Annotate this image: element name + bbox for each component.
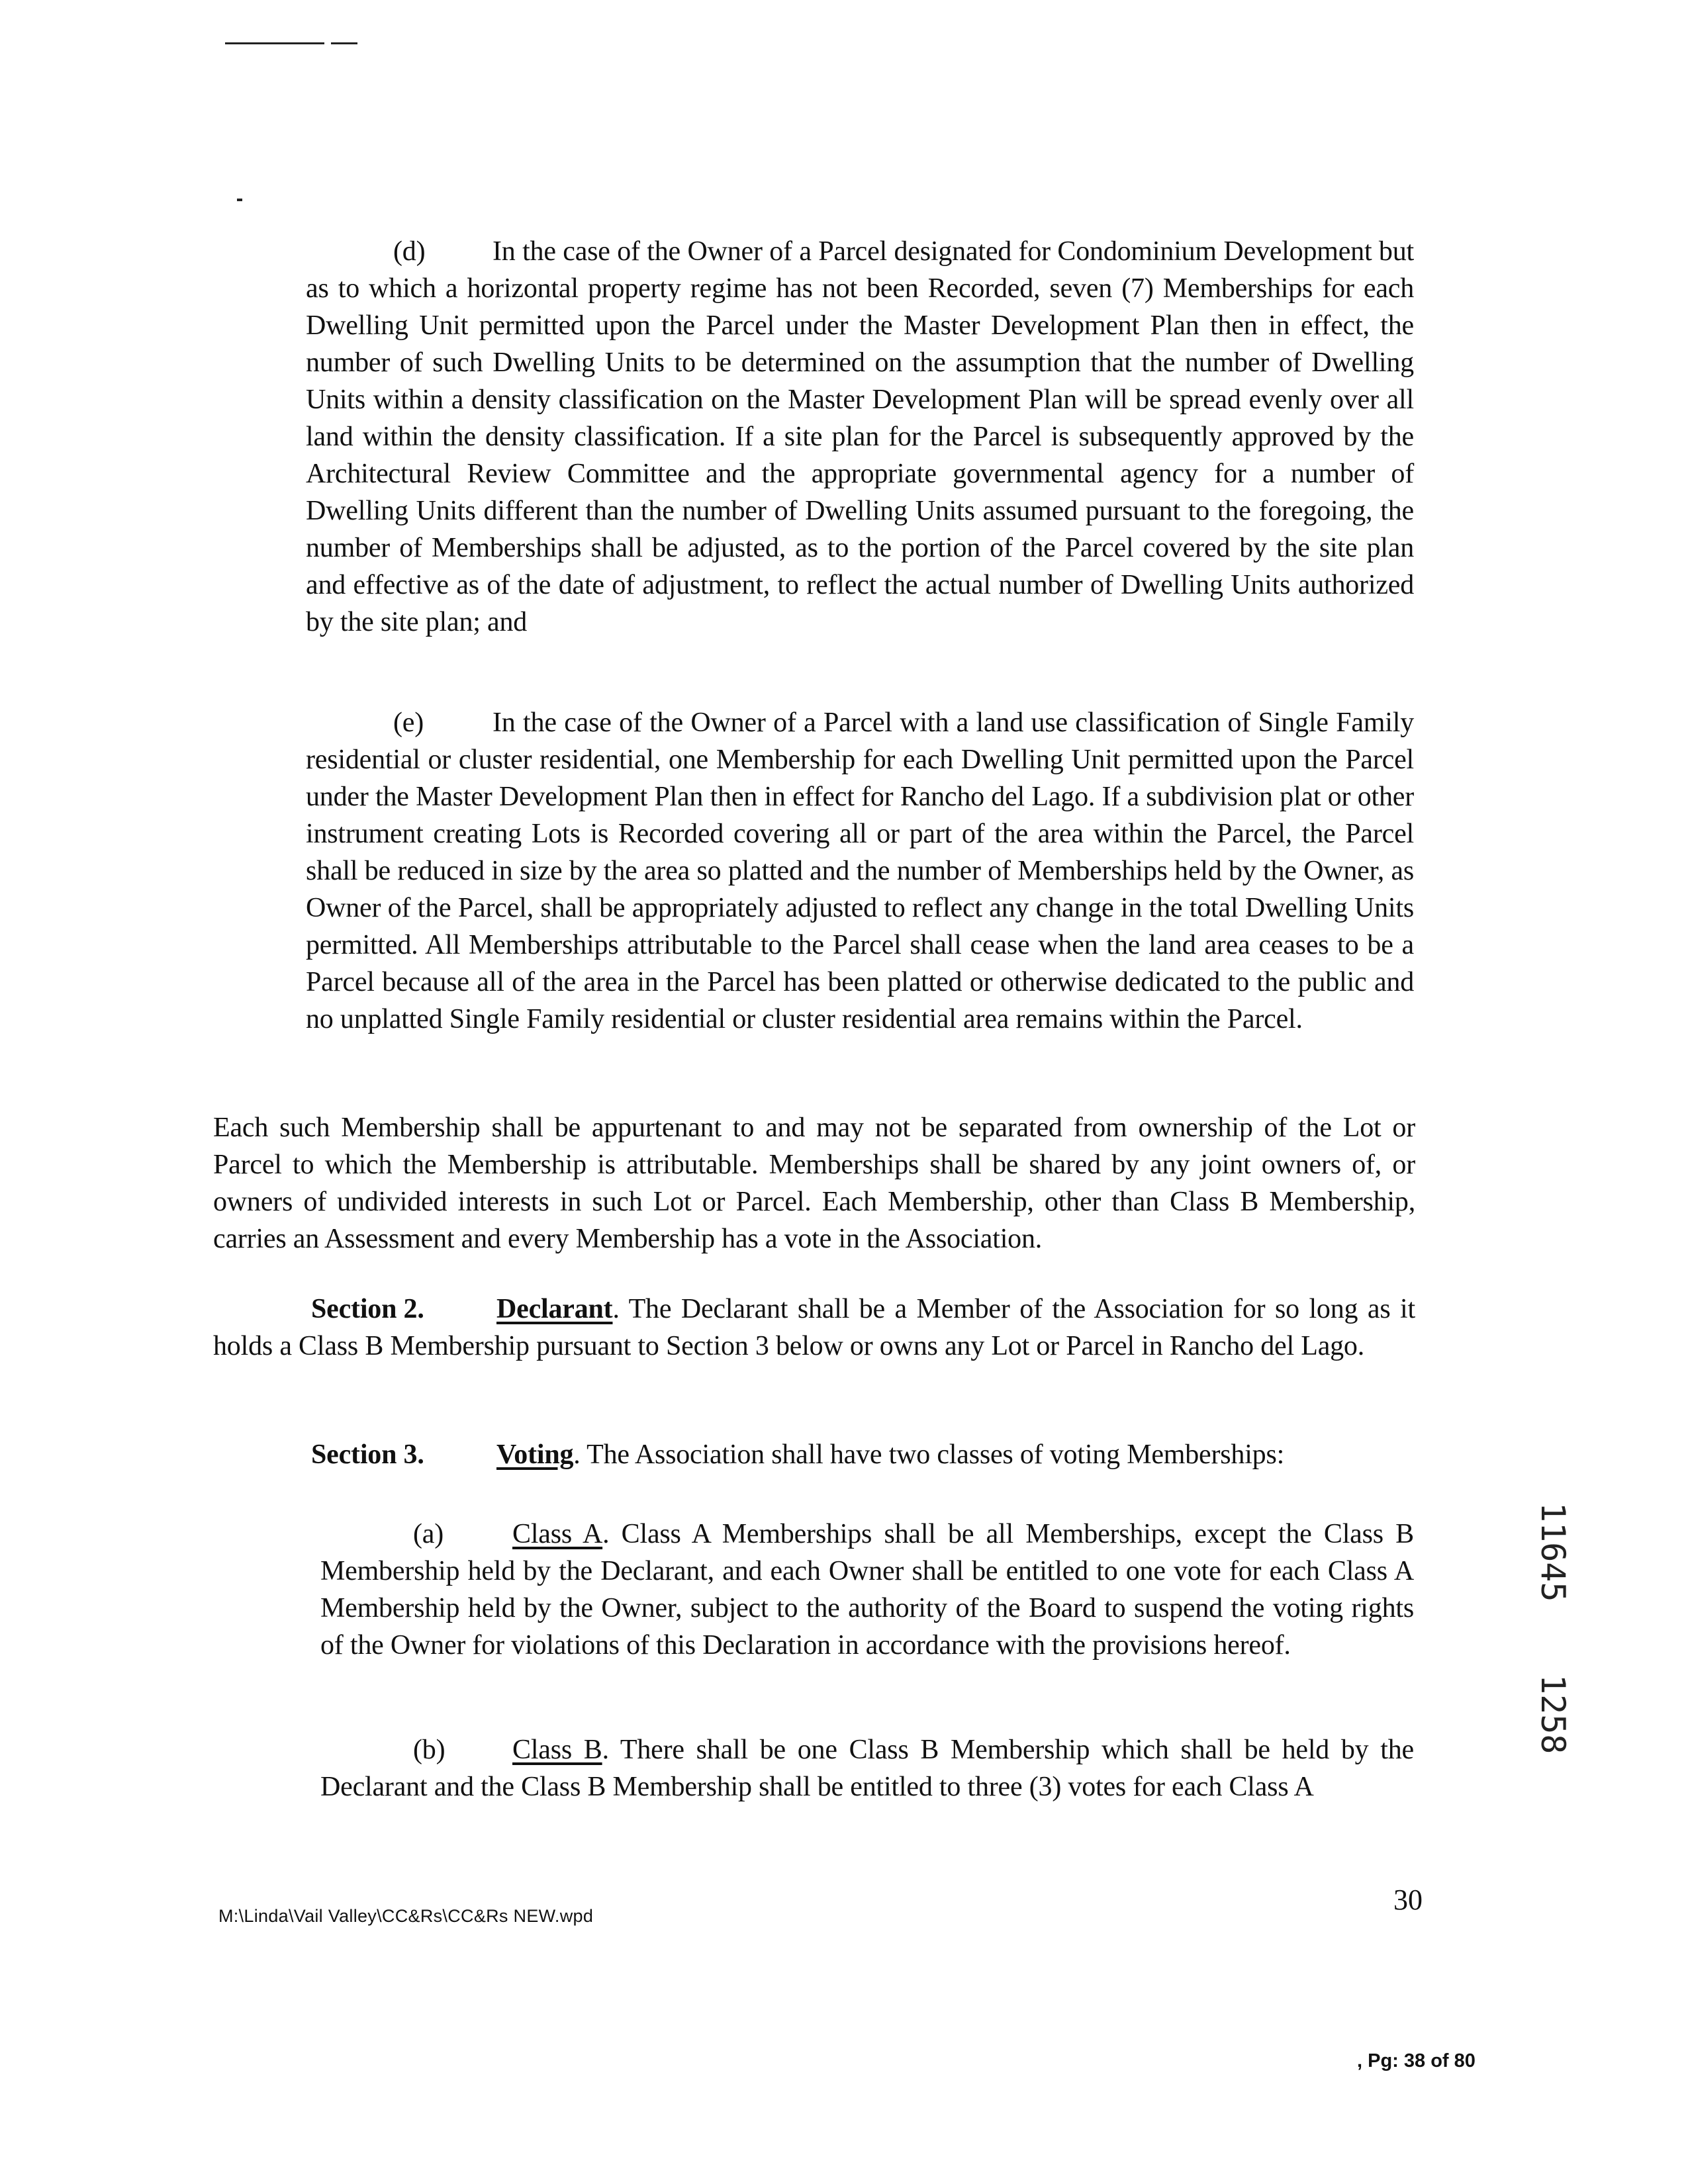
- page-count: , Pg: 38 of 80: [1357, 2050, 1476, 2071]
- scan-mark-top-dash: [331, 42, 357, 44]
- recording-stamp-bottom-number: 1258: [1534, 1674, 1572, 1754]
- class-a-paragraph: [320, 1516, 1414, 1664]
- paragraph-d-label: (d): [393, 236, 426, 267]
- section-2-title: Declarant: [496, 1294, 613, 1324]
- paragraph-d-text: In the case of the Owner of a Parcel designated for Condominium Development but as to which a horizontal property regime has not been Recorded, seven (7) Memberships for each Dwelling Unit permitted upon the Parcel under the Master Development Plan then in effect, the number of such Dwelling Units to be determined on the assumption that the number of Dwelling Units within a density classification on the Master Development Plan will be spread evenly over all land within the density classification. If a site plan for the Parcel is subsequently approved by the Architectural Review Committee and the appropriate governmental agency for a number of Dwelling Units different than the number of Dwelling Units assumed pursuant to the foregoing, the number of Memberships shall be adjusted, as to the portion of the Parcel covered by the site plan and effective as of the date of adjustment, to reflect the actual number of Dwelling Units authorized by the site plan; and: [306, 236, 1414, 637]
- scan-mark-left: [237, 199, 242, 201]
- class-b-label: (b): [413, 1735, 445, 1765]
- recording-stamp-top: [1536, 1502, 1575, 1602]
- section-2: [213, 1291, 1415, 1365]
- class-a-label: (a): [413, 1519, 444, 1549]
- footer-file-path: M:\Linda\Vail Valley\CC&Rs\CC&Rs NEW.wpd: [218, 1906, 594, 1926]
- paragraph-d: [306, 233, 1414, 641]
- paragraph-e-label: (e): [393, 707, 424, 738]
- paragraph-membership: [213, 1109, 1415, 1257]
- class-b-paragraph: [320, 1731, 1414, 1805]
- section-3-heading: Section 3.: [311, 1439, 424, 1470]
- section-2-text: . The Declarant shall be a Member of the Association for so long as it holds a Class B Membership pursuant to Section 3 below or owns any Lot or Parcel in Rancho del Lago.: [213, 1294, 1415, 1361]
- class-b-text: . There shall be one Class B Membership which shall be held by the Declarant and the Class B Membership shall be entitled to three (3) votes for each Class A: [320, 1735, 1414, 1802]
- paragraph-e-text: In the case of the Owner of a Parcel with a land use classification of Single Family residential or cluster residential, one Membership for each Dwelling Unit permitted upon the Parcel under the Master Development Plan then in effect for Rancho del Lago. If a subdivision plat or other instrument creating Lots is Recorded covering all or part of the area within the Parcel, the Parcel shall be reduced in size by the area so platted and the number of Memberships held by the Owner, as Owner of the Parcel, shall be appropriately adjusted to reflect any change in the total Dwelling Units permitted. All Memberships attributable to the Parcel shall cease when the land area ceases to be a Parcel because all of the area in the Parcel has been platted or otherwise dedicated to the public and no unplatted Single Family residential or cluster residential area remains within the Parcel.: [306, 707, 1414, 1034]
- paragraph-membership-text: Each such Membership shall be appurtenant to and may not be separated from ownership of the Lot or Parcel to which the Membership is attributable. Memberships shall be shared by any joint owners of, or owners of undivided interests in such Lot or Parcel. Each Membership, other than Class B Membership, carries an Assessment and every Membership has a vote in the Association.: [213, 1113, 1415, 1254]
- class-a-title: Class A: [512, 1519, 603, 1549]
- recording-stamp-top-number: 11645: [1534, 1502, 1572, 1602]
- class-a-text: . Class A Memberships shall be all Memberships, except the Class B Membership held by the Declarant, and each Owner shall be entitled to one vote for each Class A Membership held by the Owner, subject to the authority of the Board to suspend the voting rights of the Owner for violations of this Declaration in accordance with the provisions hereof.: [320, 1519, 1414, 1661]
- section-3-text: . The Association shall have two classes of voting Memberships:: [573, 1439, 1285, 1470]
- class-b-title: Class B: [512, 1735, 602, 1765]
- page-number: 30: [1393, 1884, 1423, 1916]
- scan-mark-top: [225, 42, 324, 44]
- section-2-heading: Section 2.: [311, 1294, 424, 1324]
- paragraph-e: [306, 704, 1414, 1038]
- section-3-title: Voting: [496, 1439, 574, 1470]
- section-3: [213, 1436, 1415, 1473]
- recording-stamp-bottom: [1536, 1674, 1575, 1754]
